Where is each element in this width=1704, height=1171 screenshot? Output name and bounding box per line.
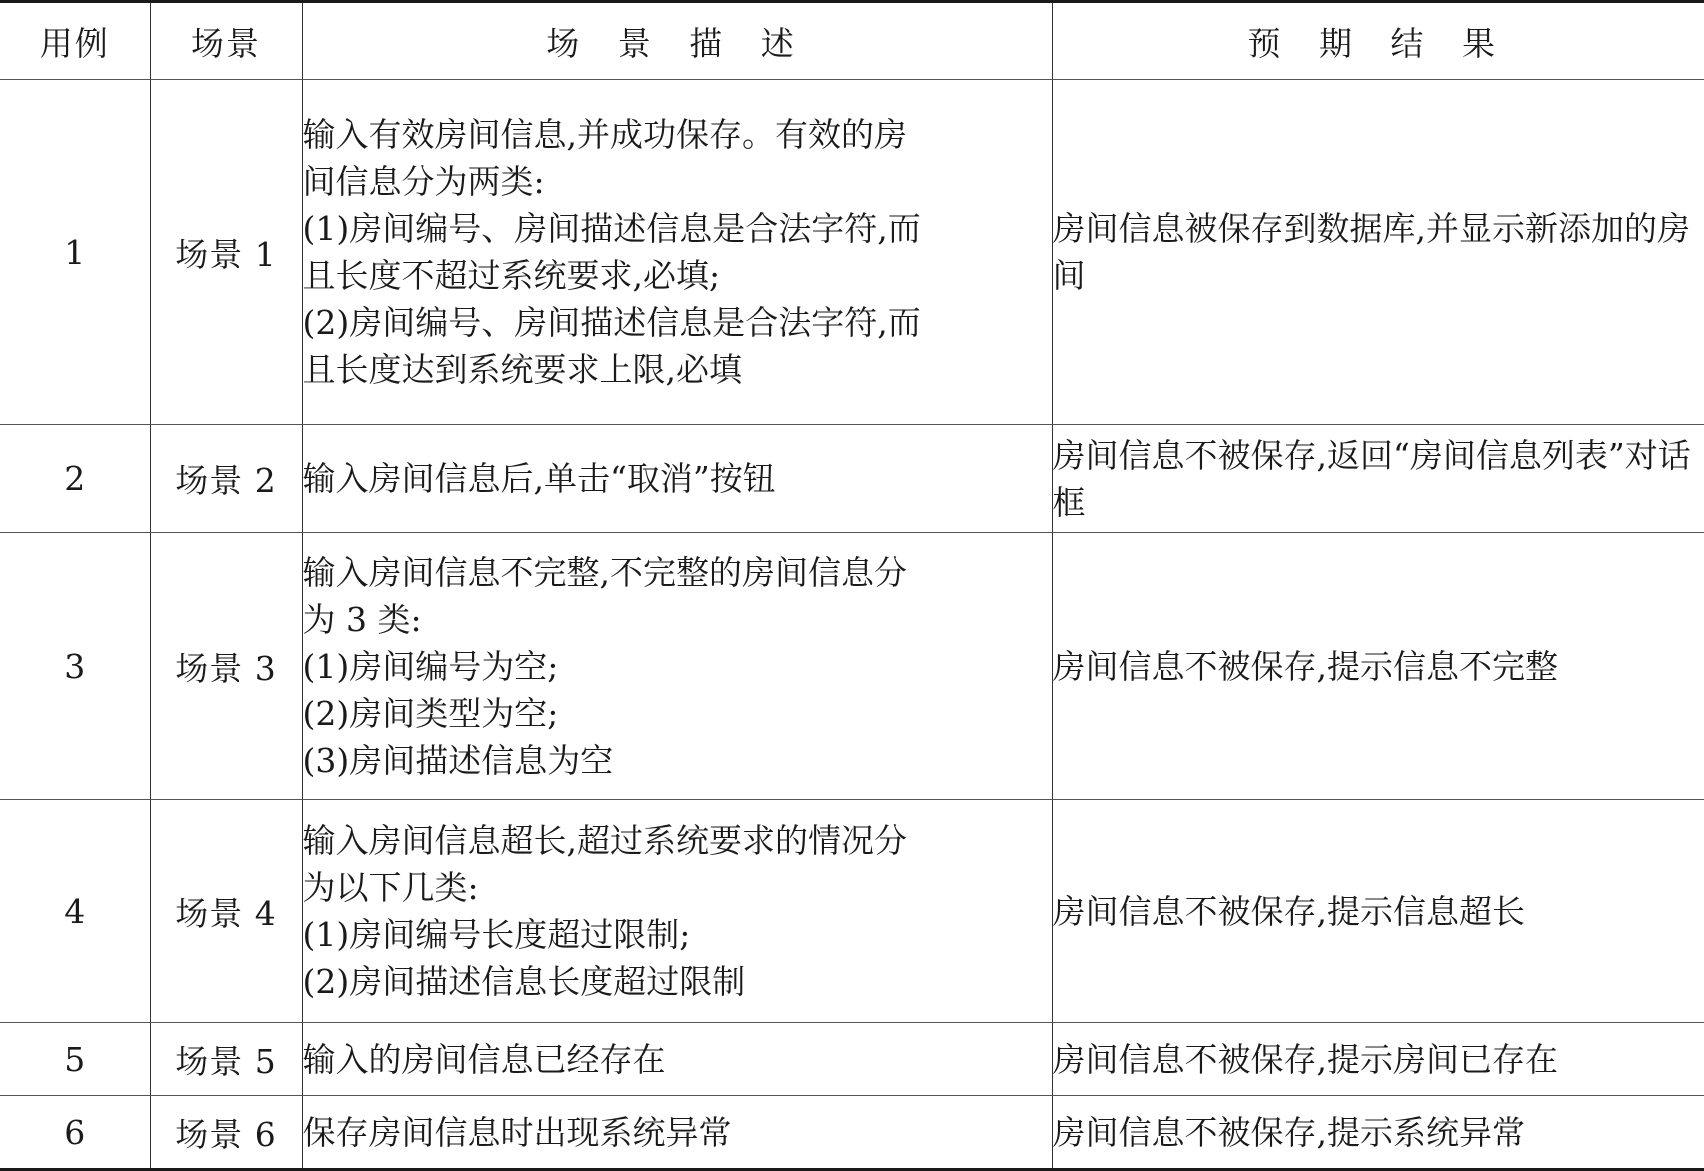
description-line: 输入房间信息超长,超过系统要求的情况分: [302, 821, 907, 860]
description-line: 输入有效房间信息,并成功保存。有效的房: [302, 115, 907, 154]
description-line: 且长度不超过系统要求,必填;: [302, 256, 721, 295]
scene-description: [302, 80, 1052, 425]
description-line: 为以下几类:: [302, 868, 479, 907]
expected-result: 房间信息不被保存,提示房间已存在: [1052, 1023, 1704, 1096]
scene-description: [302, 1096, 1052, 1170]
description-line: (2)房间类型为空;: [302, 693, 559, 733]
table-row: [0, 1023, 1704, 1096]
table-row: [0, 800, 1704, 1023]
description-line: (1)房间编号长度超过限制;: [302, 915, 691, 954]
expected-result: 房间信息被保存到数据库,并显示新添加的房间: [1052, 80, 1704, 425]
table-row: [0, 533, 1704, 800]
table-row: [0, 425, 1704, 533]
scene-name: 场景 3: [150, 533, 302, 800]
description-line: 输入的房间信息已经存在: [302, 1039, 666, 1079]
expected-result: 房间信息不被保存,提示信息超长: [1052, 800, 1704, 1023]
description-line: (2)房间描述信息长度超过限制: [302, 962, 746, 1001]
scene-name: 场景 5: [150, 1023, 302, 1096]
scene-description: [302, 533, 1052, 800]
description-line: 为 3 类:: [302, 599, 422, 639]
description-line: 输入房间信息后,单击“取消”按钮: [302, 459, 776, 498]
description-line: 保存房间信息时出现系统异常: [302, 1112, 732, 1152]
description-line: 间信息分为两类:: [302, 162, 545, 201]
header-scene-description: 场 景 描 述: [302, 2, 1052, 80]
expected-result: 房间信息不被保存,返回“房间信息列表”对话框: [1052, 425, 1704, 533]
description-line: 且长度达到系统要求上限,必填: [302, 350, 742, 389]
scene-name: 场景 1: [150, 80, 302, 425]
scene-description: [302, 425, 1052, 533]
scene-name: 场景 4: [150, 800, 302, 1023]
scene-name: 场景 6: [150, 1096, 302, 1170]
case-id: 1: [0, 80, 150, 425]
description-line: 输入房间信息不完整,不完整的房间信息分: [302, 552, 907, 592]
scene-description: [302, 1023, 1052, 1096]
case-id: 3: [0, 533, 150, 800]
description-line: (2)房间编号、房间描述信息是合法字符,而: [302, 303, 921, 342]
case-id: 6: [0, 1096, 150, 1170]
scene-name: 场景 2: [150, 425, 302, 533]
header-scene: 场景: [150, 2, 302, 80]
expected-result: 房间信息不被保存,提示系统异常: [1052, 1096, 1704, 1170]
description-line: (3)房间描述信息为空: [302, 740, 614, 780]
case-id: 5: [0, 1023, 150, 1096]
table-row: [0, 1096, 1704, 1170]
table-row: [0, 80, 1704, 425]
scene-description: [302, 800, 1052, 1023]
header-case-id: 用例: [0, 2, 150, 80]
description-line: (1)房间编号为空;: [302, 646, 559, 686]
description-line: (1)房间编号、房间描述信息是合法字符,而: [302, 209, 921, 248]
header-row: [0, 2, 1704, 80]
expected-result: 房间信息不被保存,提示信息不完整: [1052, 533, 1704, 800]
case-id: 4: [0, 800, 150, 1023]
header-expected-result: 预 期 结 果: [1052, 2, 1704, 80]
case-id: 2: [0, 425, 150, 533]
